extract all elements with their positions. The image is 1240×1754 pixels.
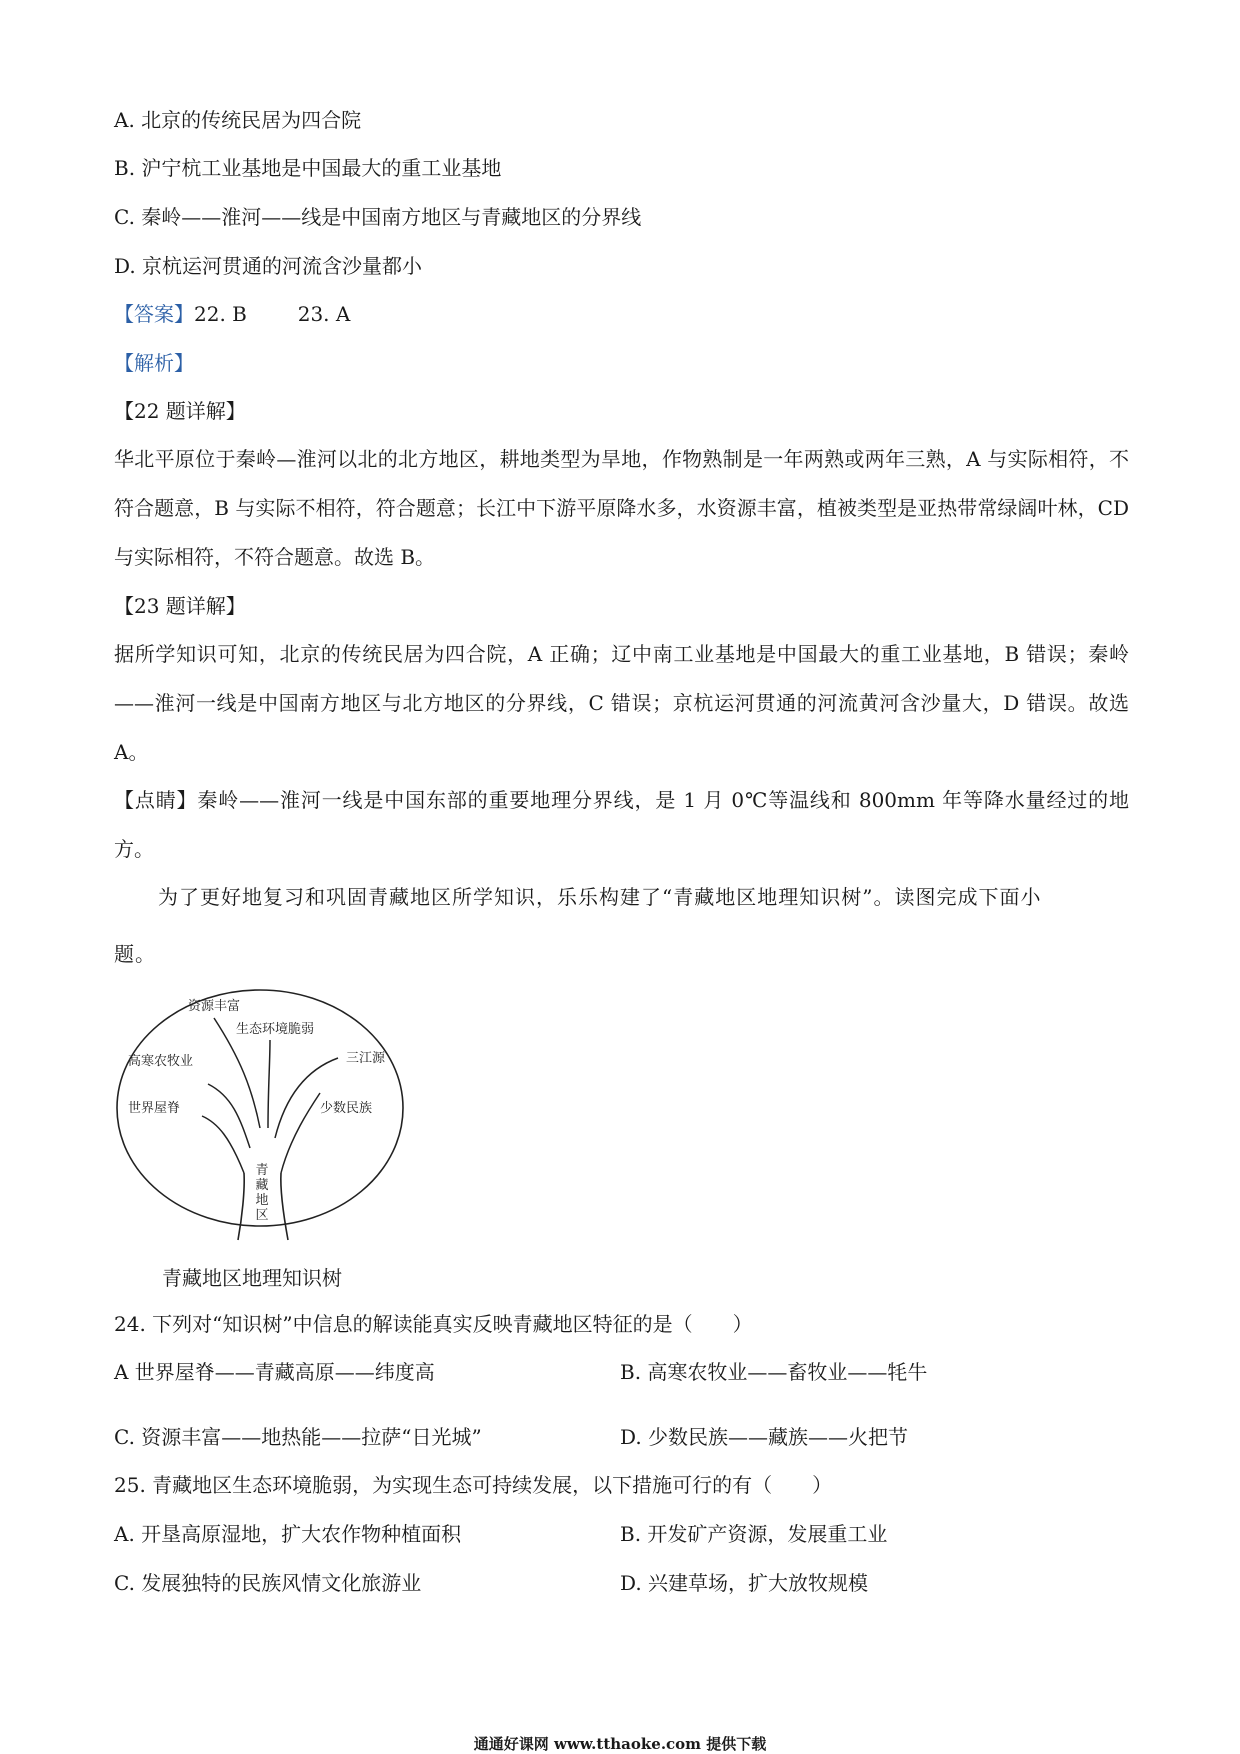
option-b: B. 沪宁杭工业基地是中国最大的重工业基地 xyxy=(114,156,502,180)
tree-trunk-left xyxy=(238,1173,244,1240)
intro-paragraph xyxy=(114,869,1129,983)
label-world-roof: 世界屋脊 xyxy=(128,1101,181,1116)
q25-option-b: B. 开发矿产资源，发展重工业 xyxy=(620,1522,888,1546)
branch-world-roof xyxy=(202,1116,244,1173)
option-d: D. 京杭运河贯通的河流含沙量都小 xyxy=(114,254,423,278)
trunk-char: 藏 xyxy=(255,1178,269,1193)
q24-option-a: A 世界屋脊——青藏高原——纬度高 xyxy=(114,1360,435,1384)
option-c: C. 秦岭——淮河——线是中国南方地区与青藏地区的分界线 xyxy=(114,205,642,229)
branch-three-rivers xyxy=(275,1058,338,1138)
q24-option-b: B. 高寒农牧业——畜牧业——牦牛 xyxy=(620,1360,928,1384)
q24-stem: 24. 下列对“知识树”中信息的解读能真实反映青藏地区特征的是（ ） xyxy=(114,1312,753,1336)
q24-option-c: C. 资源丰富——地热能——拉萨“日光城” xyxy=(114,1425,482,1449)
q22-label: 【22 题详解】 xyxy=(114,399,246,423)
q23-text: 据所学知识可知，北京的传统民居为四合院，A 正确；辽中南工业基地是中国最大的重工业基地，B 错误；秦岭——淮河一线是中国南方地区与北方地区的分界线，C 错误；京杭运河贯通的河流黄河含沙量大，D 错误。故选 A。 xyxy=(114,642,1129,764)
label-highland-farming: 高寒农牧业 xyxy=(128,1054,194,1069)
intro-line-2: 题。 xyxy=(114,942,156,966)
trunk-char: 青 xyxy=(255,1163,269,1178)
answer-label: 【答案】 xyxy=(114,302,194,326)
answer-text: 22. B 23. A xyxy=(194,302,351,326)
page-footer: 通通好课网 www.tthaoke.com 提供下载 xyxy=(473,1735,767,1753)
figure-caption: 青藏地区地理知识树 xyxy=(162,1266,342,1290)
trunk-char: 区 xyxy=(255,1208,269,1223)
label-resources: 资源丰富 xyxy=(188,999,241,1014)
analysis-label: 【解析】 xyxy=(114,351,194,375)
label-minorities: 少数民族 xyxy=(320,1101,373,1116)
q22-text: 华北平原位于秦岭—淮河以北的北方地区，耕地类型为旱地，作物熟制是一年两熟或两年三熟，A 与实际相符，不符合题意，B 与实际不相符，符合题意；长江中下游平原降水多，水资源丰富，植被类型是亚热带常绿阔叶林，CD 与实际相符，不符合题意。故选 B。 xyxy=(114,447,1129,569)
tip-paragraph xyxy=(114,776,1129,874)
q24-option-d: D. 少数民族——藏族——火把节 xyxy=(620,1425,909,1449)
tip-label: 【点睛】 xyxy=(114,788,198,812)
q25-option-a: A. 开垦高原湿地，扩大农作物种植面积 xyxy=(114,1522,462,1546)
q25-stem: 25. 青藏地区生态环境脆弱，为实现生态可持续发展，以下措施可行的有（ ） xyxy=(114,1473,833,1497)
label-trunk xyxy=(255,1162,268,1223)
intro-line-1: 为了更好地复习和巩固青藏地区所学知识，乐乐构建了“青藏地区地理知识树”。读图完成下面小 xyxy=(158,885,1042,909)
knowledge-tree-figure xyxy=(110,978,420,1258)
q25-option-c: C. 发展独特的民族风情文化旅游业 xyxy=(114,1571,422,1595)
label-three-rivers: 三江源 xyxy=(346,1051,386,1066)
q23-label: 【23 题详解】 xyxy=(114,594,246,618)
q25-option-d: D. 兴建草场，扩大放牧规模 xyxy=(620,1571,869,1595)
branch-highland-farming xyxy=(208,1084,250,1148)
tip-text: 秦岭——淮河一线是中国东部的重要地理分界线，是 1 月 0℃等温线和 800mm 年等降水量经过的地方。 xyxy=(114,788,1129,861)
analysis-line xyxy=(114,349,194,377)
label-ecology: 生态环境脆弱 xyxy=(236,1022,315,1037)
answer-line xyxy=(114,300,350,328)
trunk-char: 地 xyxy=(255,1193,269,1208)
branch-ecology xyxy=(268,1040,270,1128)
option-a: A. 北京的传统民居为四合院 xyxy=(114,108,362,132)
tree-trunk-right xyxy=(281,1173,288,1240)
